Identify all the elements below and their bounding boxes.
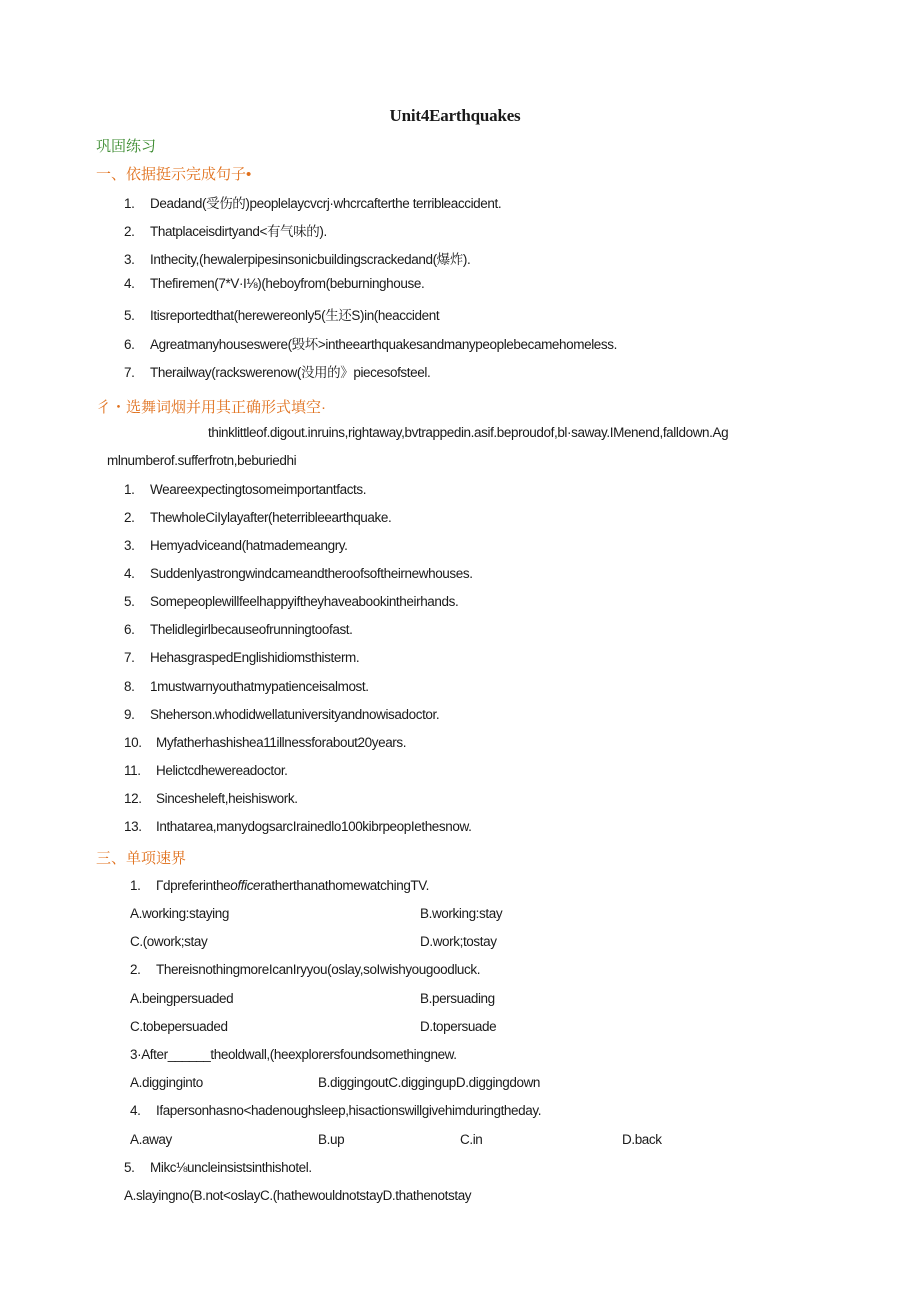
- section1-heading: 一、依据挺示完成句子•: [96, 166, 252, 183]
- wordbox-line: mlnumberof.sufferfrotn,beburiedhi: [107, 453, 297, 468]
- mc-option: B.working:stay: [420, 906, 503, 921]
- s2-item: 11. Helictcdhewereadoctor.: [124, 763, 288, 778]
- s1-item: 3. Inthecity,(hewalerpipesinsonicbuildingscrackedand(爆炸).: [124, 252, 471, 267]
- s2-item: 6. Thelidlegirlbecauseofrunningtoofast.: [124, 622, 353, 637]
- s2-item: 13. Inthatarea,manydogsarcIrainedlo100kibrpeopIethesnow.: [124, 819, 472, 834]
- s2-item: 4. Suddenlyastrongwindcameandtheroofsoftheirnewhouses.: [124, 566, 473, 581]
- mc-option: A.digginginto: [130, 1075, 203, 1090]
- s2-item: 7. HehasgraspedEnglishidiomsthisterm.: [124, 650, 360, 665]
- page-title: Unit4Earthquakes: [389, 106, 521, 125]
- mc-option: C.(owork;stay: [130, 934, 208, 949]
- section3-heading: 三、单项速界: [96, 850, 187, 867]
- mc-question-2: 2. ThereisnothingmoreIcanIryyou(oslay,soIwishyougoodluck.: [130, 962, 481, 977]
- s1-item: 1. Deadand(受伤的)peoplelaycvcrj·whcrcafterthe terribleaccident.: [124, 196, 502, 211]
- wordbox-line: thinklittleof.digout.inruins,rightaway,bvtrappedin.asif.beproudof,bl·saway.IMenend,falldown.Ag: [208, 425, 729, 440]
- mc-option: A.beingpersuaded: [130, 991, 234, 1006]
- s2-item: 5. Somepeoplewillfeelhappyiftheyhaveabookintheirhands.: [124, 594, 459, 609]
- s2-item: 2. ThewholeCiIylayafter(heterribleearthquake.: [124, 510, 392, 525]
- s2-item: 12. Sincesheleft,heishiswork.: [124, 791, 298, 806]
- mc-option: B.diggingoutC.diggingupD.diggingdown: [318, 1075, 541, 1090]
- mc-option: D.topersuade: [420, 1019, 497, 1034]
- mc-question-4: 4. Ifapersonhasno<hadenoughsleep,hisactionswillgivehimduringtheday.: [130, 1103, 542, 1118]
- s2-item: 9. Sheherson.whodidwellatuniversityandnowisadoctor.: [124, 707, 440, 722]
- s1-item: 4. Thefiremen(7*V·I⅛)(heboyfrom(beburninghouse.: [124, 276, 425, 291]
- mc-option: A.slayingno(B.not<oslayC.(hathewouldnotstayD.thathenotstay: [124, 1188, 472, 1203]
- mc-option: C.tobepersuaded: [130, 1019, 228, 1034]
- s1-item: 6. Agreatmanyhouseswere(毁坏>intheearthquakesandmanypeoplebecamehomeless.: [124, 337, 617, 352]
- mc-option: D.back: [622, 1132, 662, 1147]
- mc-option: B.up: [318, 1132, 345, 1147]
- mc-question-1: 1. ΓdpreferintheofficeratherthanathomewatchingTV.: [130, 878, 429, 893]
- s2-item: 3. Hemyadviceand(hatmademeangry.: [124, 538, 348, 553]
- s1-item: 5. Itisreportedthat(herewereonly5(生还S)in(heaccident: [124, 308, 440, 323]
- section2-heading: 彳・选舞词烟并用其正确形式填空·: [96, 399, 326, 416]
- mc-question-5: 5. Mikc⅛uncleinsistsinthishotel.: [124, 1160, 312, 1175]
- mc-option: B.persuading: [420, 991, 495, 1006]
- subtitle: 巩固练习: [96, 138, 157, 155]
- mc-question-3: 3·After______theoldwall,(heexplorersfoundsomethingnew.: [130, 1047, 457, 1062]
- mc-option: A.away: [130, 1132, 172, 1147]
- s2-item: 1. Weareexpectingtosomeimportantfacts.: [124, 482, 367, 497]
- mc-option: C.in: [460, 1132, 483, 1147]
- mc-option: A.working:staying: [130, 906, 229, 921]
- mc-option: D.work;tostay: [420, 934, 497, 949]
- s2-item: 8. 1mustwarnyouthatmypatienceisalmost.: [124, 679, 369, 694]
- s2-item: 10. Myfatherhashishea11illnessforabout20years.: [124, 735, 407, 750]
- s1-item: 2. Thatplaceisdirtyand<有气味的).: [124, 224, 327, 239]
- s1-item: 7. Therailway(rackswerenow(没用的》piecesofsteel.: [124, 365, 431, 380]
